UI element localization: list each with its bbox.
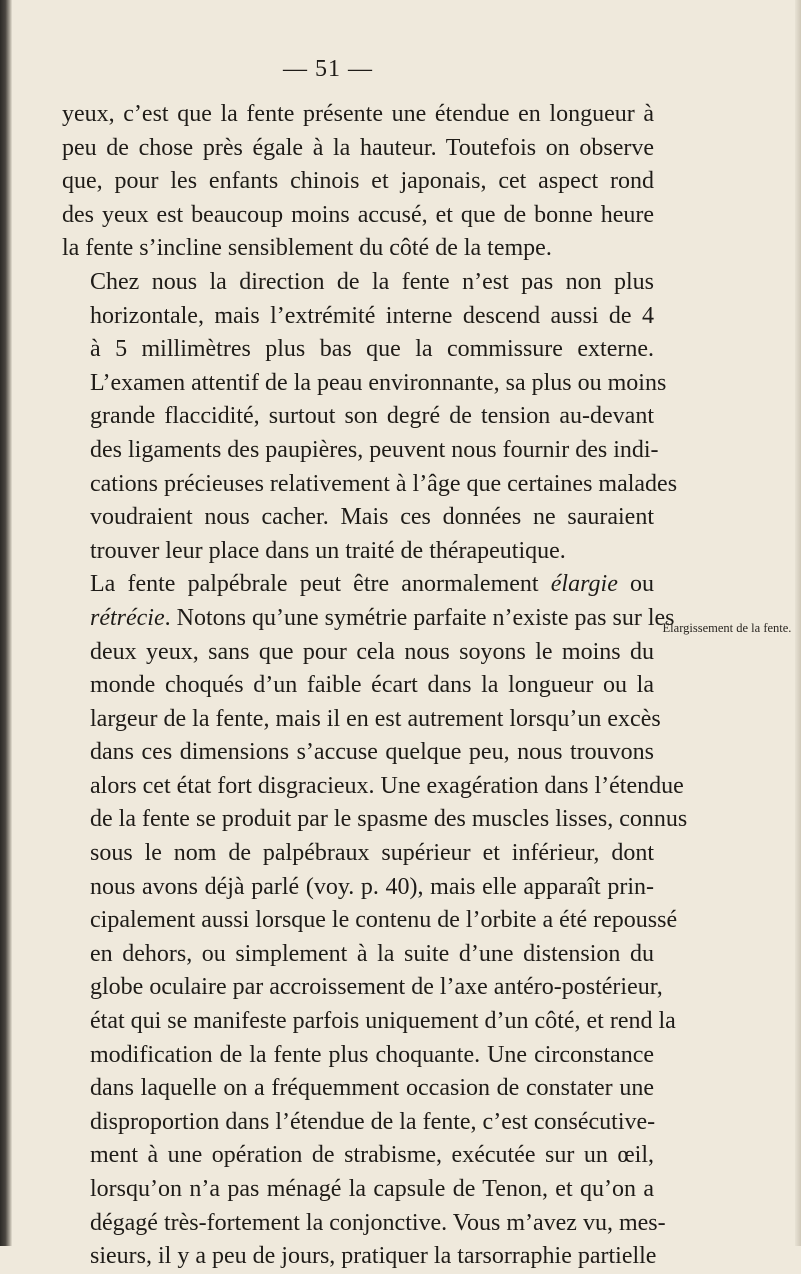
- text-line: trouver leur place dans un traité de thérapeutique.: [90, 537, 566, 564]
- text-line: sieurs, il y a peu de jours, pratiquer la tarsorraphie partielle: [90, 1243, 657, 1270]
- text-run: La fente palpébrale peut être anormalement: [90, 571, 551, 598]
- text-line: des yeux est beaucoup moins accusé, et que de bonne heure: [62, 201, 654, 228]
- text-line: nous avons déjà parlé (voy. p. 40), mais elle apparaît prin-: [90, 873, 654, 900]
- text-line: monde choqués d’un faible écart dans la longueur ou la: [90, 672, 654, 699]
- text-line: que, pour les enfants chinois et japonais, cet aspect rond: [62, 168, 654, 195]
- text-line: cipalement aussi lorsque le contenu de l’orbite a été repoussé: [90, 907, 678, 934]
- text-line: L’examen attentif de la peau environnante, sa plus ou moins: [90, 369, 667, 396]
- text-line: disproportion dans l’étendue de la fente, c’est consécutive-: [90, 1108, 656, 1135]
- paragraph: [62, 266, 678, 568]
- italic-term: rétrécie: [90, 604, 165, 631]
- text-line: en dehors, ou simplement à la suite d’une distension du: [90, 940, 654, 967]
- text-run: . Notons qu’une symétrie parfaite n’existe pas sur les: [164, 604, 675, 631]
- paragraph: [62, 98, 654, 266]
- text-line: [62, 568, 654, 602]
- text-line: dans ces dimensions s’accuse quelque peu, nous trouvons: [90, 739, 654, 766]
- body-text: [62, 98, 688, 1274]
- text-run: ou: [617, 571, 655, 598]
- text-line: [62, 602, 675, 636]
- book-binding-shadow: [0, 0, 12, 1246]
- text-line: des ligaments des paupières, peuvent nous fournir des indi-: [90, 436, 659, 463]
- text-line: voudraient nous cacher. Mais ces données ne sauraient: [90, 504, 654, 531]
- text-line: globe oculaire par accroissement de l’axe antéro-postérieur,: [90, 974, 663, 1001]
- paragraph: [62, 568, 688, 1273]
- text-line: sous le nom de palpébraux supérieur et inférieur, dont: [90, 840, 654, 867]
- text-line: état qui se manifeste parfois uniquement d’un côté, et rend la: [90, 1008, 676, 1035]
- text-line: largeur de la fente, mais il en est autrement lorsqu’un excès: [90, 705, 661, 732]
- page-edge: [795, 0, 801, 1246]
- italic-term: élargie: [550, 571, 618, 598]
- text-line: dégagé très-fortement la conjonctive. Vous m’avez vu, mes-: [90, 1209, 666, 1236]
- text-line: Chez nous la direction de la fente n’est pas non plus: [90, 268, 654, 295]
- text-line: à 5 millimètres plus bas que la commissure externe.: [90, 336, 654, 363]
- text-line: ment à une opération de strabisme, exécutée sur un œil,: [90, 1142, 654, 1169]
- text-line: lorsqu’on n’a pas ménagé la capsule de Tenon, et qu’on a: [90, 1176, 654, 1202]
- text-line: yeux, c’est que la fente présente une étendue en longueur à: [62, 101, 654, 127]
- text-line: modification de la fente plus choquante. Une circonstance: [90, 1041, 654, 1068]
- page-number: — 51 —: [283, 56, 373, 82]
- margin-note: Élargissement de la fente.: [662, 621, 792, 635]
- text-line: la fente s’incline sensiblement du côté de la tempe.: [62, 235, 552, 262]
- text-line: deux yeux, sans que pour cela nous soyons le moins du: [90, 638, 654, 665]
- text-line: de la fente se produit par le spasme des muscles lisses, connus: [90, 806, 688, 833]
- text-line: grande flaccidité, surtout son degré de tension au-devant: [90, 403, 654, 430]
- text-line: alors cet état fort disgracieux. Une exagération dans l’étendue: [90, 772, 684, 799]
- text-line: dans laquelle on a fréquemment occasion de constater une: [90, 1075, 654, 1102]
- text-line: peu de chose près égale à la hauteur. Toutefois on observe: [62, 134, 654, 161]
- text-line: horizontale, mais l’extrémité interne descend aussi de 4: [90, 302, 654, 329]
- text-line: cations précieuses relativement à l’âge que certaines malades: [90, 470, 678, 497]
